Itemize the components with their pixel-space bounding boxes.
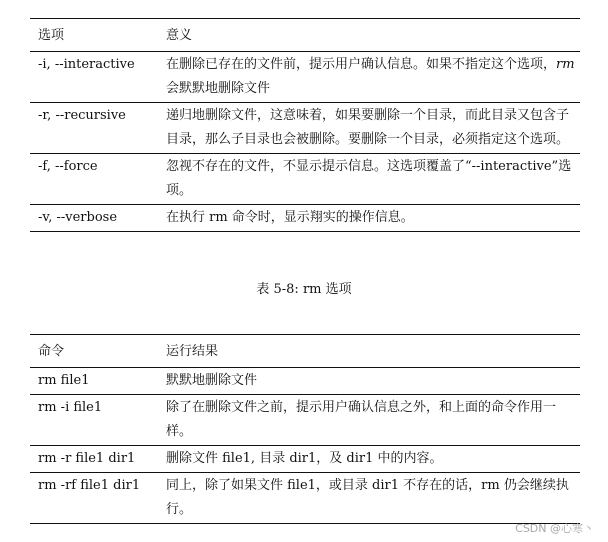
table-caption: 表 5-8: rm 选项 (256, 282, 352, 297)
table-row (30, 205, 580, 232)
options-header-row (30, 19, 580, 52)
option-meaning: 递归地删除文件，这意味着，如果要删除一个目录，而此目录又包含子目录，那么子目录也会被删除。要删除一个目录，必须指定这个选项。 (166, 108, 570, 147)
commands-header-command: 命令 (38, 344, 65, 359)
table-row (30, 368, 580, 395)
meaning-text: 会默默地删除文件 (166, 81, 271, 96)
table-row (30, 446, 580, 473)
option-meaning: 在执行 rm 命令时，显示翔实的操作信息。 (166, 210, 414, 225)
command-text: rm file1 (38, 373, 90, 388)
csdn-watermark: CSDN @心寒丶 (515, 522, 594, 535)
option-meaning: 忽视不存在的文件，不显示提示信息。这选项覆盖了“--interactive”选项。 (166, 159, 572, 198)
commands-header-row (30, 335, 580, 368)
option-name: -i, --interactive (38, 57, 135, 72)
command-text: rm -rf file1 dir1 (38, 478, 141, 493)
commands-table (30, 334, 580, 524)
table-row (30, 395, 580, 446)
commands-header-result: 运行结果 (166, 344, 219, 359)
meaning-command: rm (556, 57, 575, 72)
table-row (30, 103, 580, 154)
options-header-meaning: 意义 (166, 28, 193, 43)
command-result: 默默地删除文件 (166, 373, 258, 388)
option-name: -v, --verbose (38, 210, 118, 225)
option-name: -r, --recursive (38, 108, 126, 123)
options-header-option: 选项 (38, 28, 65, 43)
command-result: 删除文件 file1, 目录 dir1，及 dir1 中的内容。 (166, 451, 443, 466)
meaning-text: 在删除已存在的文件前，提示用户确认信息。如果不指定这个选项， (166, 57, 557, 72)
table-row (30, 154, 580, 205)
command-result: 同上，除了如果文件 file1，或目录 dir1 不存在的话，rm 仍会继续执行。 (166, 478, 569, 517)
table-row (30, 473, 580, 524)
command-text: rm -i file1 (38, 400, 103, 415)
command-result: 除了在删除文件之前，提示用户确认信息之外，和上面的命令作用一样。 (166, 400, 557, 439)
option-meaning (158, 52, 580, 103)
option-name: -f, --force (38, 159, 98, 174)
command-text: rm -r file1 dir1 (38, 451, 136, 466)
options-table (30, 18, 580, 232)
table-row (30, 52, 580, 103)
